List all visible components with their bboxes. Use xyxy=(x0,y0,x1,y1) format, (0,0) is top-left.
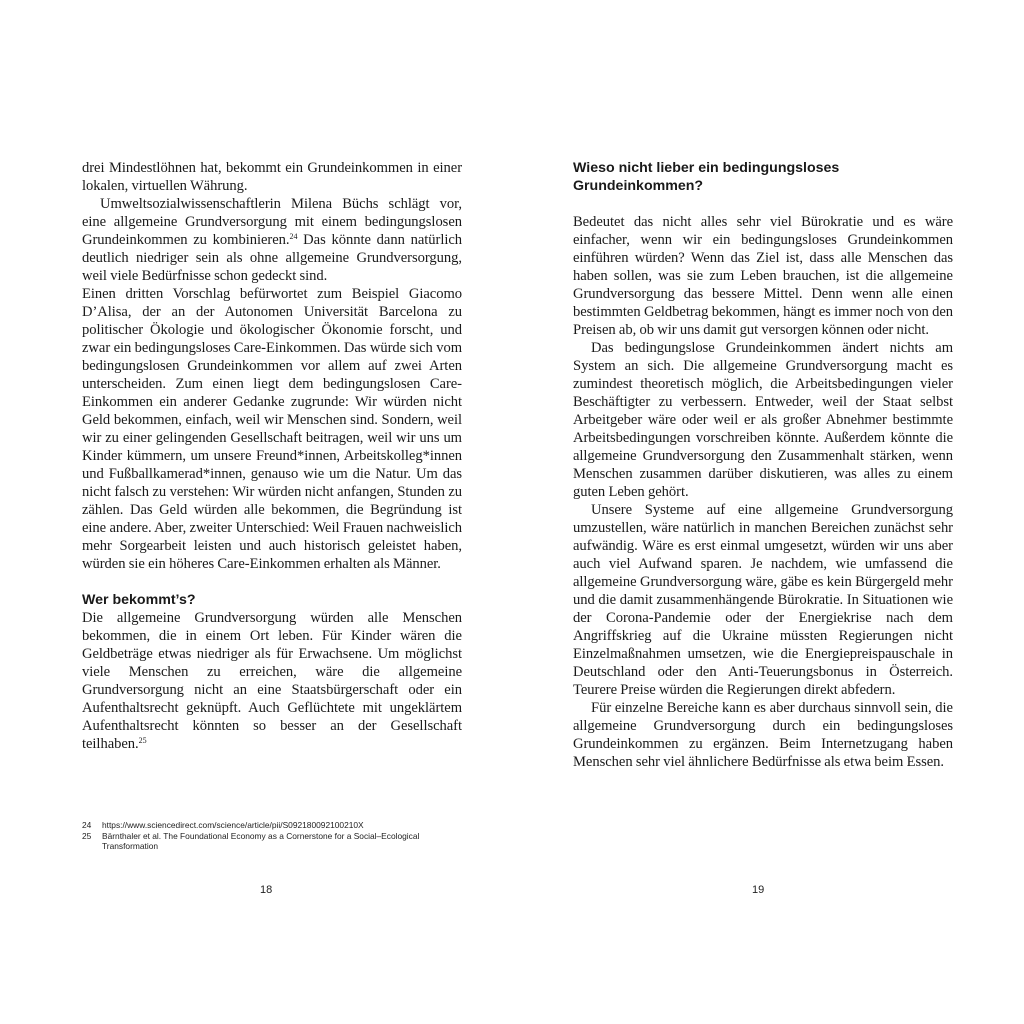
paragraph: Das bedingungslose Grundeinkommen ändert nichts am System an sich. Die allgemeine Grundversorgung macht es zumindest theoretisch möglich, die Arbeitsbedingungen vieler Beschäftigter zu verbessern. Entweder, weil der Staat selbst Arbeitgeber wäre oder weil er als großer Abnehmer bestimmte Arbeitsbedingungen vorschreiben könnte. Außerdem könnte die allgemeine Grundversorgung den Zusammenhalt stärken, wenn Menschen zusammen darüber diskutieren, was alles zu einem guten Leben gehört. xyxy=(573,340,953,500)
footnote-text: Bärnthaler et al. The Foundational Economy as a Cornerstone for a Social–Ecological Transformation xyxy=(102,830,420,851)
page-number: 18 xyxy=(260,884,273,896)
footnote-number: 24 xyxy=(82,820,92,830)
section-heading: Wieso nicht lieber ein bedingungsloses Grundeinkommen? xyxy=(573,160,840,194)
right-page xyxy=(573,0,953,771)
paragraph-text: Die allgemeine Grundversorgung würden alle Menschen bekommen, die in einem Ort leben. Für Kinder wären die Geldbeträge etwas niedriger als für Erwachsene. Um möglichst viele Menschen zu erreichen, wäre die allgemeine Grundversorgung nicht an eine Staatsbürgerschaft oder ein Aufenthaltsrecht geknüpft. Auch Geflüchtete mit ungeklärtem Aufenthaltsrecht könnten so besser an der Gesellschaft teilhaben. xyxy=(82,610,462,752)
page-number: 19 xyxy=(752,884,765,896)
footnotes xyxy=(82,820,462,852)
paragraph xyxy=(82,195,462,285)
footnote xyxy=(82,820,462,831)
left-page xyxy=(82,0,462,753)
paragraph: Unsere Systeme auf eine allgemeine Grundversorgung umzustellen, wäre natürlich in manchen Bereichen zunächst sehr aufwändig. Wäre es erst einmal umgesetzt, würden wir uns aber auch viel Aufwand sparen. Je nachdem, wie umfassend die allgemeine Grundversorgung wäre, gäbe es kein Bürgergeld mehr und die damit zusammenhängende Bürokratie. In Situationen wie der Corona-Pandemie oder der Energiekrise nach dem Angriffskrieg auf die Ukraine müssten Regierungen nicht Einzelmaßnahmen umsetzen, wie die Energiepreispauschale in Deutschland oder den Anti-Teuerungsbonus in Österreich. Teurere Preise würden die Regierungen direkt abfedern. xyxy=(573,502,953,698)
footnote-number: 25 xyxy=(82,830,92,841)
paragraph: Einen dritten Vorschlag befürwortet zum Beispiel Giacomo D’Alisa, der an der Autonomen Universität Barcelona zu politischer Ökologie und ökologischer Ökonomie forscht, und zwar ein bedingungsloses Care-Einkommen. Das würde sich vom bedingungslosen Grundeinkommen vor allem auf zwei Arten unterscheiden. Zum einen liegt dem bedingungslosen Care-Einkommen ein anderer Gedanke zugrunde: Wir würden nicht Geld bekommen, einfach, weil wir Menschen sind. Sondern, weil wir zu einer gelingenden Gesellschaft beitragen, weil wir uns um Kinder kümmern, um unsere Freund*innen, Arbeitskolleg*innen und Fußballkamerad*innen, genauso wie um die Natur. Um das nicht falsch zu verstehen: Wir würden nicht anfangen, Stunden zu zählen. Das Geld würden alle bekommen, die Begründung ist eine andere. Aber, zweiter Unterschied: Weil Frauen nachweislich mehr Sorgearbeit leisten und auch historisch geleistet haben, würden sie ein höheres Care-Einkommen erhalten als Männer. xyxy=(82,286,462,572)
footnote xyxy=(82,831,462,852)
paragraph-text: Das könnte dann natürlich deutlich niedriger sein als ohne allgemeine Grundversorgung, weil viele Bedürfnisse schon gedeckt sind. xyxy=(82,232,462,284)
paragraph xyxy=(82,609,462,753)
footnote-text: https://www.sciencedirect.com/science/article/pii/S092180092100210X xyxy=(102,820,364,830)
footnote-reference: 25 xyxy=(138,736,147,745)
paragraph: Für einzelne Bereiche kann es aber durchaus sinnvoll sein, die allgemeine Grundversorgung durch ein bedingungsloses Grundeinkommen zu ergänzen. Beim Internetzugang haben Menschen sehr viel ähnlichere Bedürfnisse als etwa beim Essen. xyxy=(573,700,953,770)
paragraph: Bedeutet das nicht alles sehr viel Bürokratie und es wäre einfacher, wenn wir ein bedingungsloses Grundeinkommen einführen würden? Wenn das Ziel ist, dass alle Menschen das haben sollen, was sie zum Leben brauchen, ist die allgemeine Grundversorgung das bessere Mittel. Denn wenn alle einen bestimmten Geldbetrag bekommen, hängt es immer noch von den Preisen ab, ob wir uns damit gut versorgen können oder nicht. xyxy=(573,214,953,338)
paragraph: drei Mindestlöhnen hat, bekommt ein Grundeinkommen in einer lokalen, virtuellen Währung. xyxy=(82,160,462,194)
paragraph-text: Umweltsozialwissenschaftlerin Milena Büchs schlägt vor, eine allgemeine Grundversorgung mit einem bedingungslosen Grundeinkommen zu kombinieren. xyxy=(82,196,462,248)
section-heading: Wer bekommt’s? xyxy=(82,592,196,608)
footnote-reference: 24 xyxy=(289,232,298,241)
